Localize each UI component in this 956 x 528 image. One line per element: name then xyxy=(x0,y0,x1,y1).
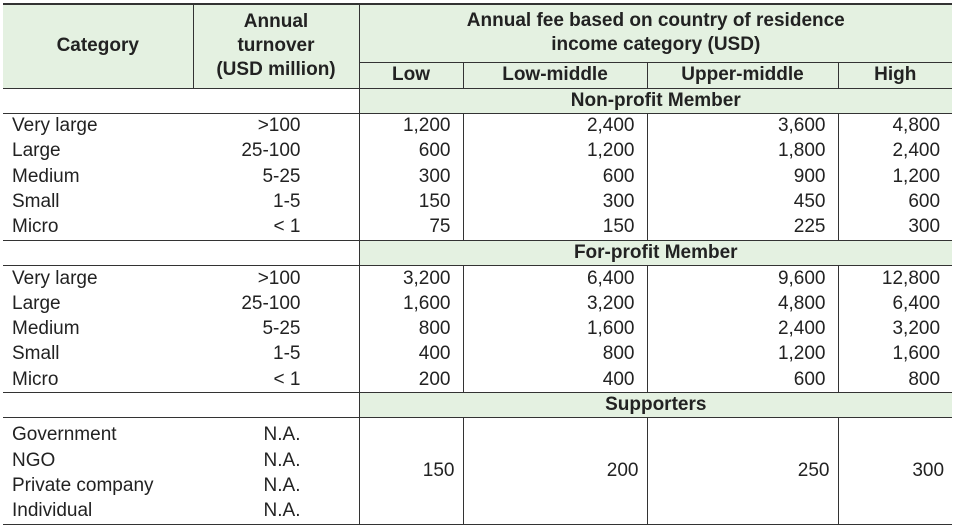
fee-low-middle: 150 xyxy=(463,215,647,241)
row-category: Individual xyxy=(3,499,193,525)
row-turnover: 25-100 xyxy=(193,139,359,164)
row-category: Medium xyxy=(12,165,80,187)
table-row xyxy=(3,317,952,342)
row-turnover: < 1 xyxy=(193,367,359,393)
row-category: Large xyxy=(12,140,61,162)
membership-fee-table xyxy=(3,3,952,525)
fee-high: 6,400 xyxy=(892,292,941,314)
fee-upper-middle: 225 xyxy=(647,215,838,241)
row-turnover: 5-25 xyxy=(193,317,359,342)
row-turnover: N.A. xyxy=(193,418,359,448)
header-category: Category xyxy=(3,4,193,88)
fee-upper-middle: 900 xyxy=(647,164,838,189)
fee-low-middle: 600 xyxy=(463,164,647,189)
fee-high: 300 xyxy=(838,418,952,525)
fee-upper-middle: 450 xyxy=(647,189,838,214)
row-turnover: >100 xyxy=(193,265,359,291)
row-turnover: < 1 xyxy=(193,215,359,241)
row-turnover: N.A. xyxy=(193,473,359,498)
fee-low: 800 xyxy=(359,317,463,342)
header-turnover-line2: turnover xyxy=(237,35,315,57)
fee-high: 3,200 xyxy=(892,318,941,340)
header-income-low-middle: Low-middle xyxy=(463,62,647,88)
fee-low: 75 xyxy=(359,215,463,241)
fee-low: 600 xyxy=(359,139,463,164)
row-category: Private company xyxy=(12,474,154,496)
header-turnover-line1: Annual xyxy=(243,11,309,33)
header-fee-line1: Annual fee based on country of residence xyxy=(466,10,845,32)
fee-high: 4,800 xyxy=(892,115,941,137)
fee-low-middle: 2,400 xyxy=(463,113,647,139)
fee-high: 1,200 xyxy=(892,165,941,187)
fee-upper-middle: 9,600 xyxy=(647,265,838,291)
row-category: Micro xyxy=(12,368,59,390)
fee-low: 200 xyxy=(359,367,463,393)
fee-low-middle: 1,600 xyxy=(463,317,647,342)
header-annual-turnover xyxy=(193,4,359,88)
row-turnover: 1-5 xyxy=(193,189,359,214)
fee-upper-middle: 2,400 xyxy=(647,317,838,342)
fee-low-middle: 6,400 xyxy=(463,265,647,291)
section-title: For-profit Member xyxy=(359,240,952,265)
fee-low: 150 xyxy=(359,418,463,525)
fee-low: 1,200 xyxy=(359,113,463,139)
table-row xyxy=(3,215,952,241)
row-category: Large xyxy=(12,292,61,314)
fee-low-middle: 400 xyxy=(463,367,647,393)
section-header-supporters xyxy=(3,393,952,418)
section-title: Supporters xyxy=(359,393,952,418)
fee-high: 600 xyxy=(908,191,941,213)
row-category: Medium xyxy=(12,318,80,340)
row-turnover: N.A. xyxy=(193,448,359,473)
fee-upper-middle: 1,800 xyxy=(647,139,838,164)
table-row xyxy=(3,139,952,164)
header-income-low: Low xyxy=(359,62,463,88)
header-annual-fee xyxy=(359,4,952,62)
row-turnover: 5-25 xyxy=(193,164,359,189)
fee-upper-middle: 250 xyxy=(647,418,838,525)
table-row xyxy=(3,367,952,393)
fee-low-middle: 300 xyxy=(463,189,647,214)
fee-low-middle: 800 xyxy=(463,342,647,367)
row-turnover: >100 xyxy=(193,113,359,139)
fee-high: 1,600 xyxy=(892,343,941,365)
row-category: Micro xyxy=(12,216,59,238)
row-category: Government xyxy=(12,424,117,446)
table-row xyxy=(3,113,952,139)
fee-low: 400 xyxy=(359,342,463,367)
fee-high: 2,400 xyxy=(892,140,941,162)
section-header-non-profit xyxy=(3,88,952,113)
section-title: Non-profit Member xyxy=(359,88,952,113)
header-income-high: High xyxy=(838,62,952,88)
fee-low-middle: 200 xyxy=(463,418,647,525)
row-category: NGO xyxy=(12,449,56,471)
fee-upper-middle: 3,600 xyxy=(647,113,838,139)
row-turnover: 25-100 xyxy=(193,291,359,316)
row-turnover: 1-5 xyxy=(193,342,359,367)
section-header-for-profit xyxy=(3,240,952,265)
fee-low: 300 xyxy=(359,164,463,189)
table-row xyxy=(3,418,952,448)
fee-low: 3,200 xyxy=(359,265,463,291)
fee-low: 1,600 xyxy=(359,291,463,316)
fee-low: 150 xyxy=(359,189,463,214)
fee-upper-middle: 4,800 xyxy=(647,291,838,316)
row-category: Very large xyxy=(12,267,98,289)
row-category: Very large xyxy=(12,115,98,137)
fee-low-middle: 3,200 xyxy=(463,291,647,316)
fee-high: 300 xyxy=(908,216,941,238)
header-turnover-line3: (USD million) xyxy=(216,59,336,81)
row-turnover: N.A. xyxy=(193,499,359,525)
fee-low-middle: 1,200 xyxy=(463,139,647,164)
fee-high: 12,800 xyxy=(881,267,941,289)
row-category: Small xyxy=(12,191,60,213)
fee-upper-middle: 600 xyxy=(647,367,838,393)
fee-high: 800 xyxy=(908,368,941,390)
fee-upper-middle: 1,200 xyxy=(647,342,838,367)
header-fee-line2: income category (USD) xyxy=(551,34,761,56)
table-row xyxy=(3,164,952,189)
table-row xyxy=(3,342,952,367)
table-row xyxy=(3,189,952,214)
table-row xyxy=(3,291,952,316)
row-category: Small xyxy=(12,343,60,365)
header-income-upper-middle: Upper-middle xyxy=(647,62,838,88)
table-row xyxy=(3,265,952,291)
